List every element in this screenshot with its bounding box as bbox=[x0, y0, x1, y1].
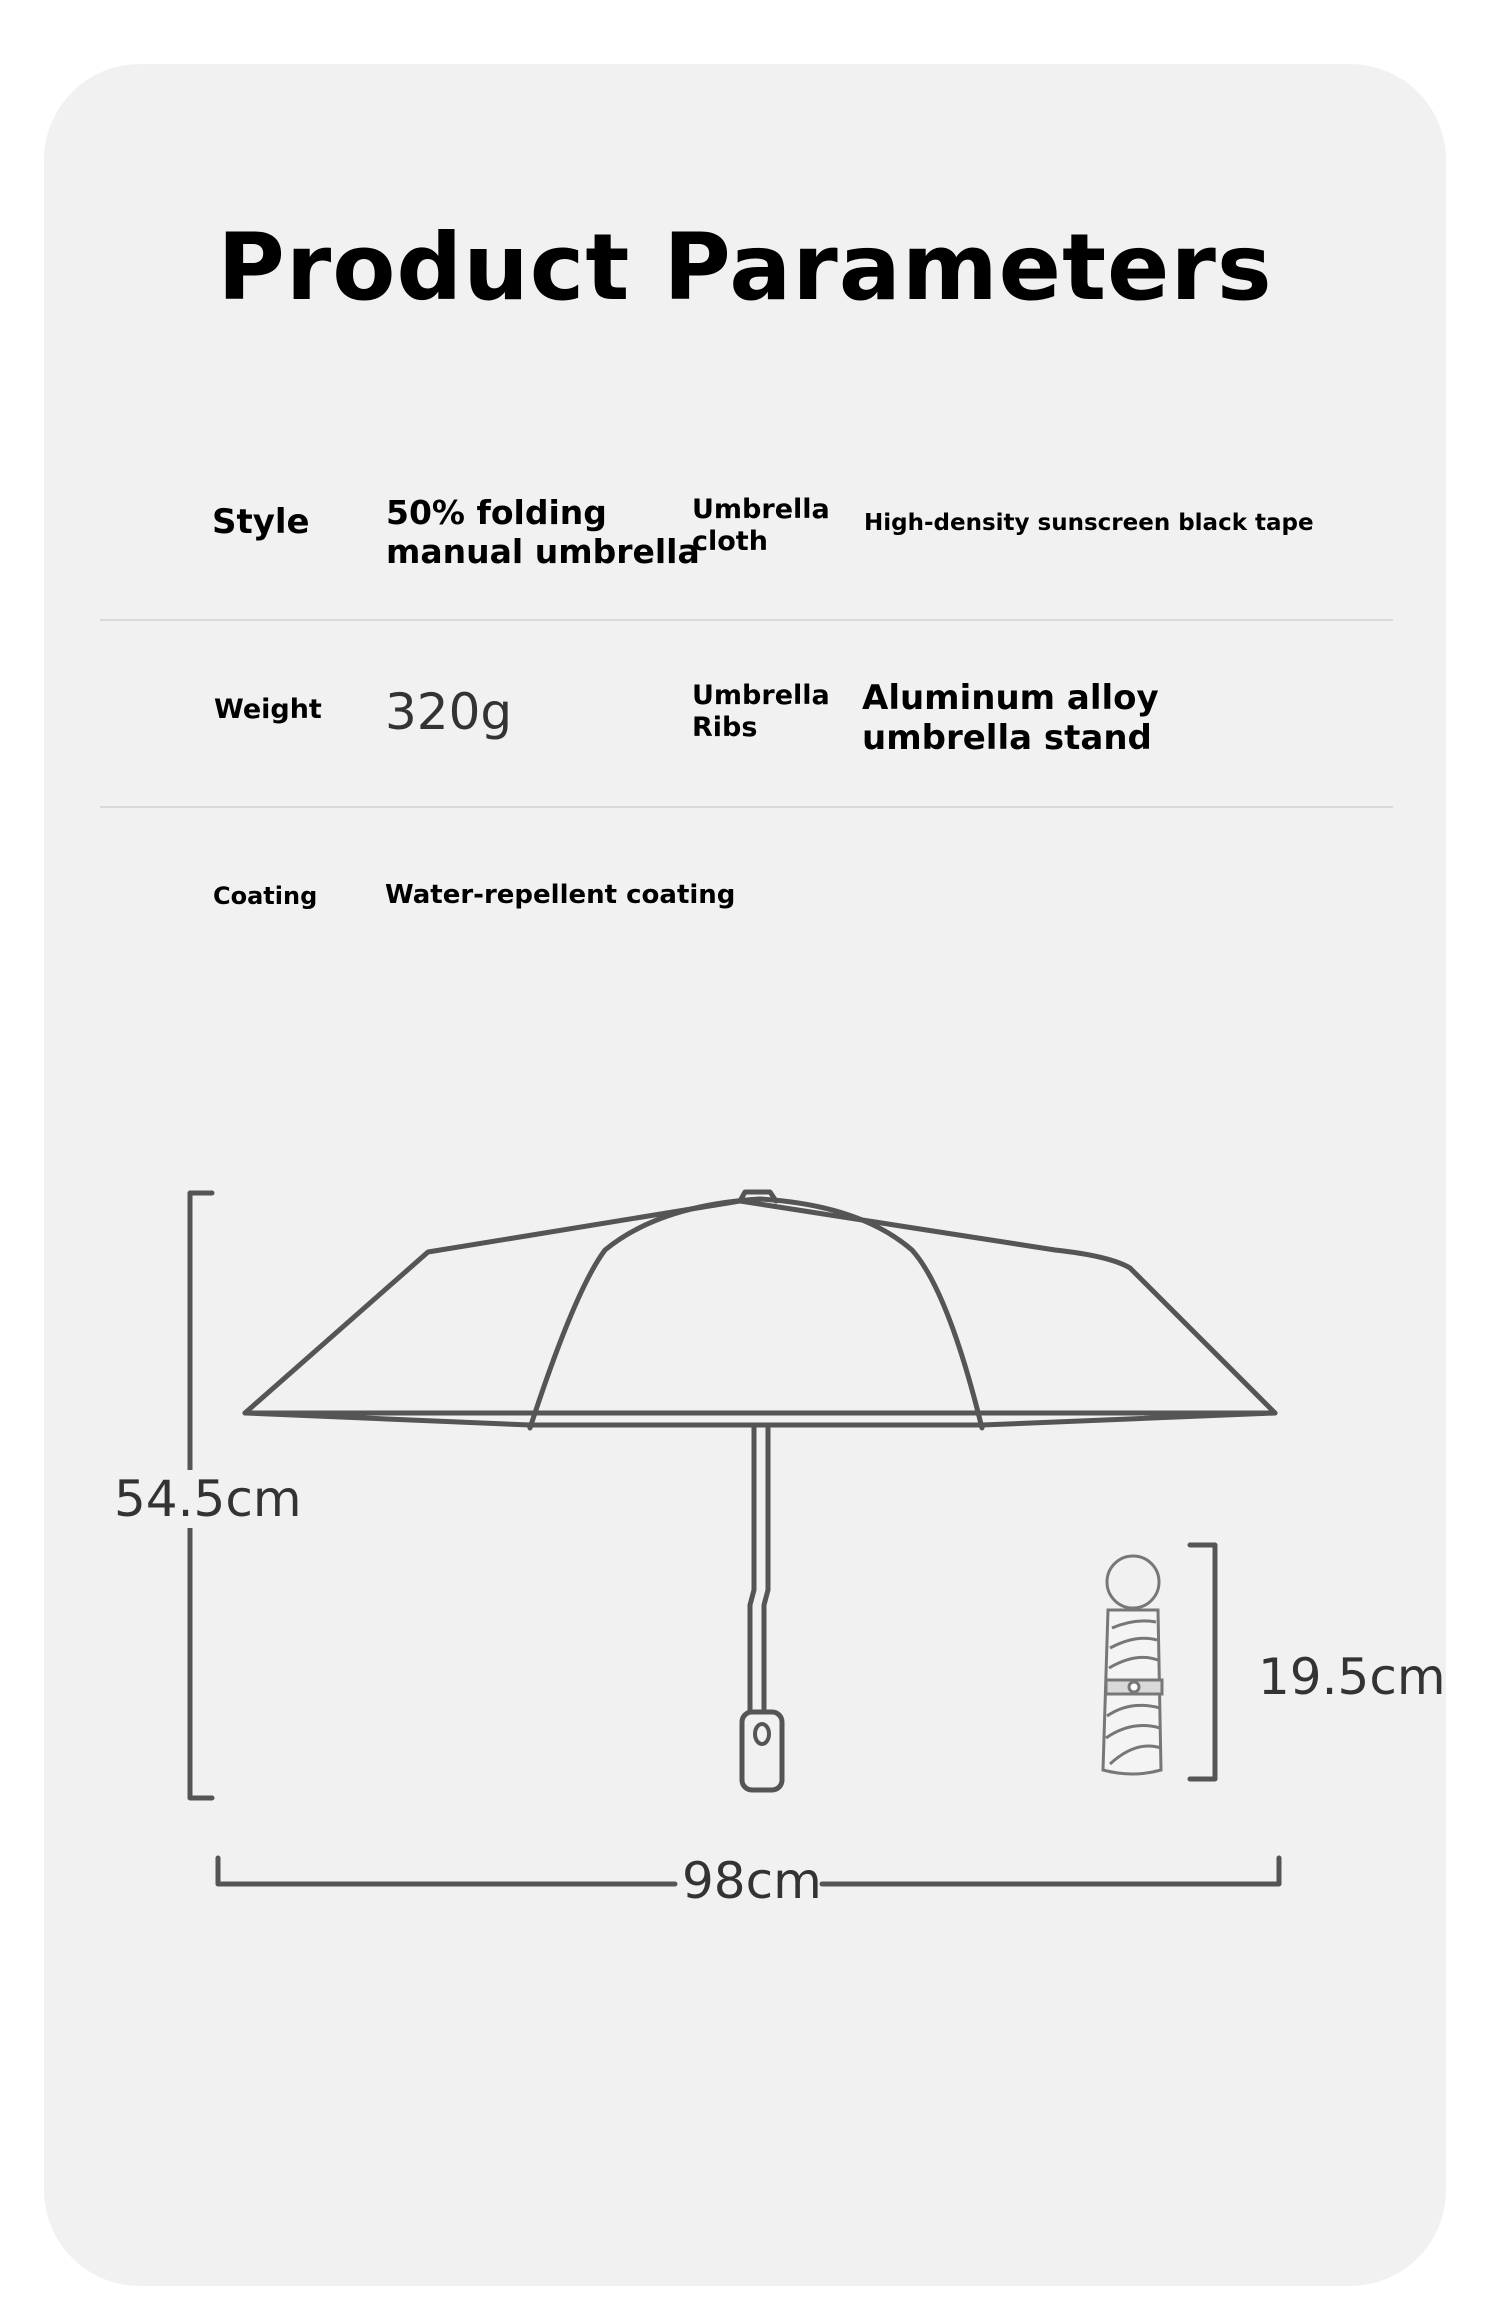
row-1-value: 50% folding manual umbrella bbox=[386, 493, 700, 571]
row-1-label-2: Umbrella cloth bbox=[692, 494, 830, 557]
row-2-value-2: Aluminum alloy umbrella stand bbox=[862, 678, 1159, 759]
height-dimension-label: 54.5cm bbox=[110, 1470, 306, 1528]
folded-bracket bbox=[1190, 1545, 1215, 1779]
row-3-label: Coating bbox=[213, 882, 318, 910]
row-2-value: 320g bbox=[385, 683, 513, 741]
folded-length-label: 19.5cm bbox=[1258, 1648, 1446, 1706]
row-1-label: Style bbox=[212, 502, 310, 542]
page-title: Product Parameters bbox=[217, 214, 1273, 321]
row-2-label: Weight bbox=[214, 694, 322, 725]
width-dimension-label: 98cm bbox=[682, 1852, 822, 1910]
canopy-outline bbox=[245, 1201, 1275, 1413]
umbrella-shaft bbox=[750, 1425, 768, 1712]
row-1-value-2: High-density sunscreen black tape bbox=[864, 510, 1314, 536]
row-2-label-2: Umbrella Ribs bbox=[692, 680, 830, 743]
canopy-rib-left bbox=[530, 1199, 760, 1428]
row-3-value: Water-repellent coating bbox=[385, 880, 736, 910]
folded-umbrella bbox=[1103, 1556, 1162, 1774]
